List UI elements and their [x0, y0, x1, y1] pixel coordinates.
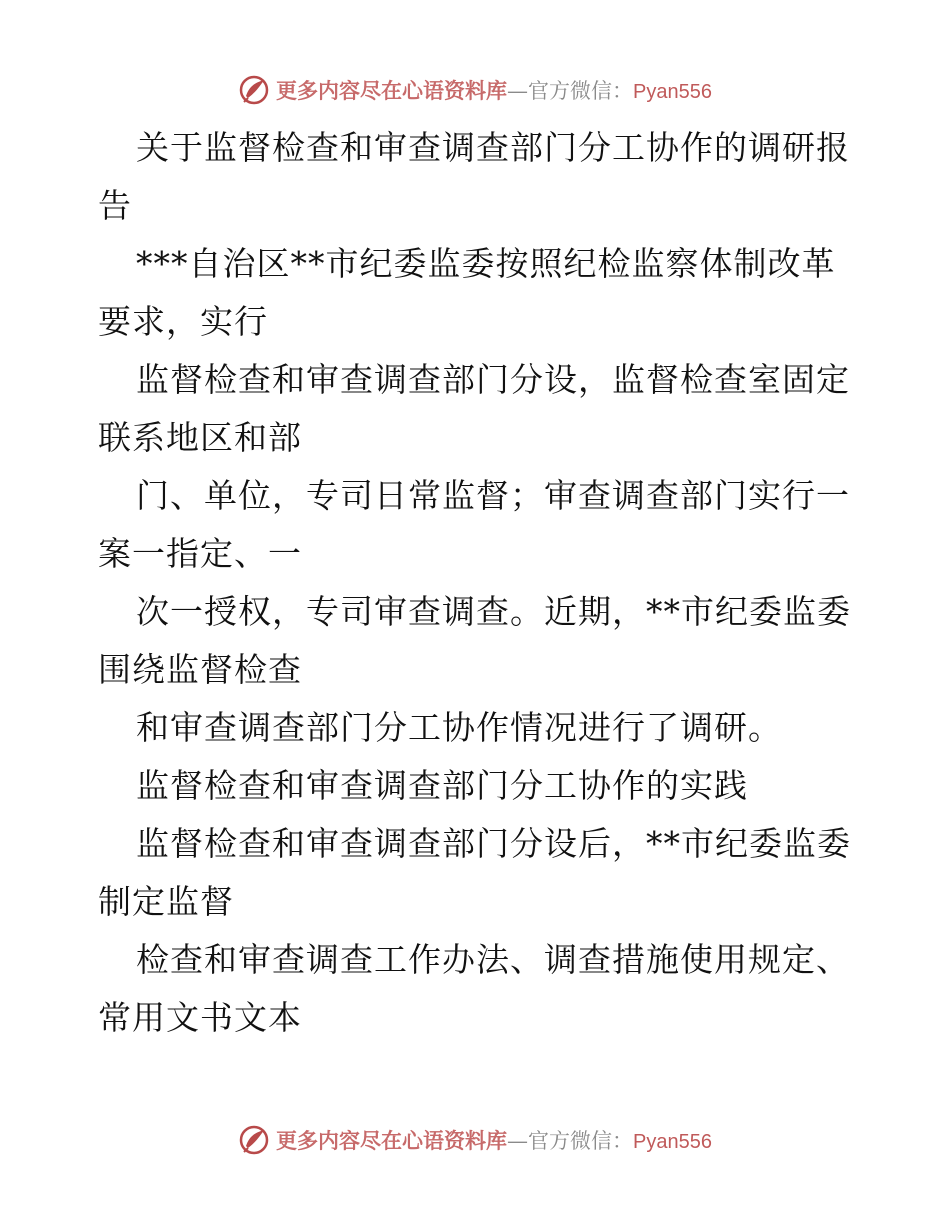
doc-paragraph-line: 联系地区和部	[98, 418, 302, 457]
doc-paragraph-line: 和审查调查部门分工协作情况进行了调研。	[136, 708, 782, 747]
doc-section-heading: 监督检查和审查调查部门分工协作的实践	[136, 766, 748, 805]
watermark-wechat-label: 官方微信：	[528, 1129, 634, 1153]
doc-paragraph-line: 监督检查和审查调查部门分设后，**市纪委监委	[136, 824, 851, 863]
doc-paragraph-line: 监督检查和审查调查部门分设，监督检查室固定	[136, 360, 850, 399]
doc-title-line-2: 告	[98, 186, 132, 225]
watermark-site-name: 更多内容尽在心语资料库	[276, 78, 508, 103]
doc-paragraph-line: 制定监督	[98, 882, 234, 921]
document-body	[98, 119, 858, 1047]
red-ribbon-pen-logo-icon	[238, 74, 270, 106]
doc-paragraph-line: 要求，实行	[98, 302, 268, 341]
doc-paragraph-line: 门、单位，专司日常监督；审查调查部门实行一	[136, 476, 850, 515]
watermark-text	[276, 75, 712, 105]
watermark-wechat-id: Pyan556	[633, 1131, 712, 1153]
doc-paragraph-line: 检查和审查调查工作办法、调查措施使用规定、	[136, 940, 850, 979]
watermark-dash: —	[507, 79, 529, 103]
header-watermark	[0, 70, 950, 110]
footer-watermark	[0, 1120, 950, 1160]
doc-paragraph-line: ***自治区**市纪委监委按照纪检监察体制改革	[136, 244, 836, 283]
doc-title-line-1: 关于监督检查和审查调查部门分工协作的调研报	[136, 128, 850, 167]
red-ribbon-pen-logo-icon	[238, 1124, 270, 1156]
watermark-text	[276, 1125, 712, 1155]
watermark-wechat-label: 官方微信：	[528, 79, 634, 103]
doc-paragraph-line: 常用文书文本	[98, 998, 302, 1037]
watermark-dash: —	[507, 1129, 529, 1153]
doc-paragraph-line: 次一授权，专司审查调查。近期，**市纪委监委	[136, 592, 851, 631]
watermark-site-name: 更多内容尽在心语资料库	[276, 1128, 508, 1153]
doc-paragraph-line: 围绕监督检查	[98, 650, 302, 689]
watermark-wechat-id: Pyan556	[633, 81, 712, 103]
doc-paragraph-line: 案一指定、一	[98, 534, 302, 573]
